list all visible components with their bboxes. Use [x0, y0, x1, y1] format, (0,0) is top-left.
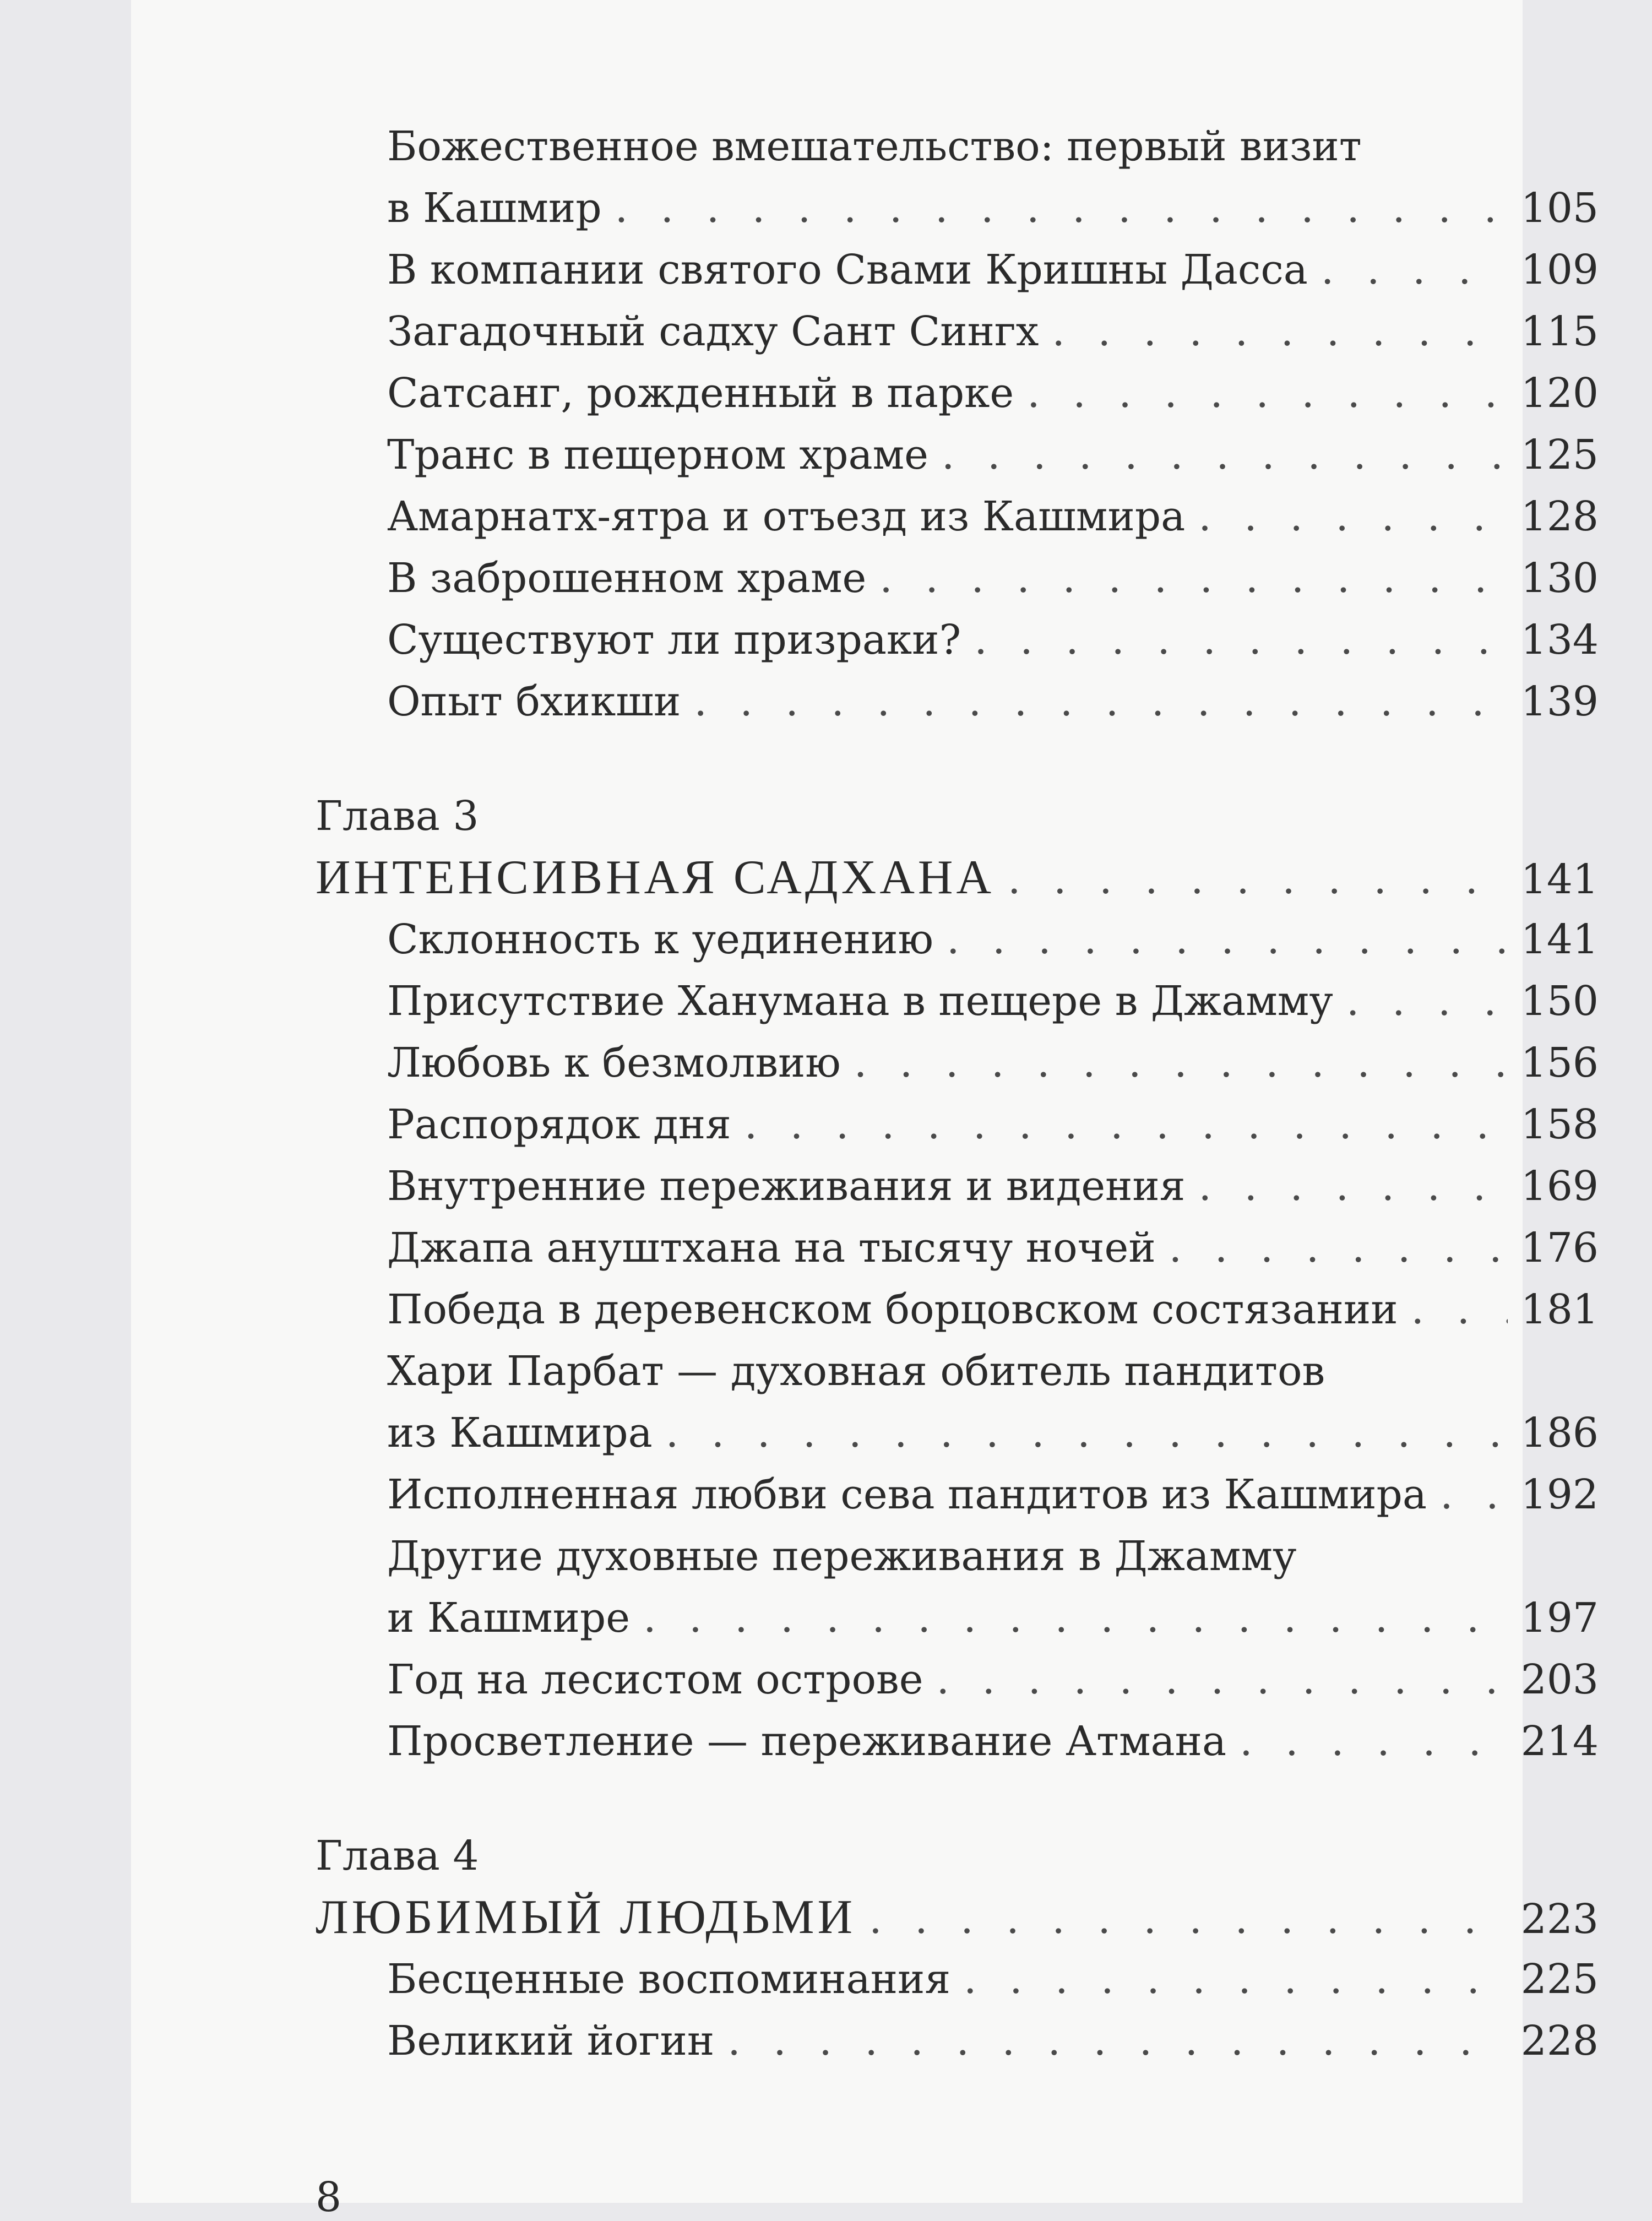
toc-entry-title: Просветление — переживание Атмана: [387, 1718, 1227, 1765]
toc-entry[interactable]: [316, 362, 1599, 424]
toc-chapter-entry[interactable]: [316, 847, 1599, 909]
toc-entry-page: 181: [1520, 1286, 1599, 1333]
toc-entry[interactable]: [316, 1032, 1599, 1094]
toc-entry[interactable]: [316, 1649, 1599, 1710]
toc-entry-title: Победа в деревенском борцовском состязании: [387, 1286, 1398, 1333]
leader-dots: [854, 1032, 1508, 1094]
toc-entry[interactable]: [316, 424, 1599, 486]
toc-entry[interactable]: [316, 1464, 1599, 1525]
toc-entry[interactable]: [316, 1710, 1599, 1772]
toc-entry-page: 130: [1520, 555, 1599, 602]
toc-entry[interactable]: [316, 177, 1599, 239]
leader-dots: [964, 1948, 1508, 2010]
toc-entry-title: Любовь к безмолвию: [387, 1039, 841, 1087]
leader-dots: [727, 2010, 1508, 2072]
toc-entry-title: Опыт бхикши: [387, 678, 681, 725]
toc-entry-title: В компании святого Свами Кришны Дасса: [387, 246, 1308, 294]
toc-entry[interactable]: [316, 671, 1599, 732]
toc-entry-page: 141: [1520, 916, 1599, 963]
toc-entry[interactable]: [316, 1948, 1599, 2010]
leader-dots: [643, 1587, 1508, 1649]
toc-entry[interactable]: [316, 1155, 1599, 1217]
leader-dots: [1440, 1464, 1508, 1525]
leader-dots: [694, 671, 1507, 732]
page-number: 8: [316, 2174, 342, 2221]
toc-entry[interactable]: [316, 547, 1599, 609]
toc-entry[interactable]: [316, 2010, 1599, 2072]
toc-entry-title: Склонность к уединению: [387, 916, 933, 963]
leader-dots: [974, 609, 1508, 671]
toc-entry-title: Транс в пещерном храме: [387, 431, 928, 479]
toc-entry-title: Загадочный садху Сант Сингх: [387, 308, 1039, 355]
toc-entry[interactable]: [316, 1587, 1599, 1649]
toc-entry-page: 225: [1520, 1956, 1599, 2003]
toc-entry-page: 128: [1520, 493, 1599, 540]
toc-entry-line: Божественное вмешательство: первый визит: [387, 123, 1362, 170]
toc-entry-line: Хари Парбат — духовная обитель пандитов: [387, 1348, 1325, 1395]
toc-entry-page: 186: [1520, 1409, 1599, 1457]
toc-entry-page: 139: [1520, 678, 1599, 725]
toc-entry-page: 197: [1520, 1594, 1599, 1642]
toc-entry-page: 228: [1520, 2017, 1599, 2065]
toc-entry[interactable]: [316, 486, 1599, 547]
leader-dots: [1240, 1710, 1508, 1772]
leader-dots: [1008, 849, 1508, 910]
toc-entry-title: из Кашмира: [387, 1409, 653, 1457]
toc-entry-title: и Кашмире: [387, 1594, 631, 1642]
table-of-contents: [316, 116, 1599, 2072]
toc-entry-title: Распорядок дня: [387, 1101, 731, 1148]
chapter-page: 223: [1520, 1896, 1599, 1943]
chapter-page: 141: [1520, 856, 1599, 903]
toc-entry-page: 169: [1520, 1163, 1599, 1210]
toc-entry[interactable]: [316, 1217, 1599, 1279]
toc-entry-title: Джапа ануштхана на тысячу ночей: [387, 1224, 1156, 1272]
toc-entry-page: 192: [1520, 1471, 1599, 1518]
chapter-label: Глава 3: [316, 792, 479, 840]
toc-entry[interactable]: [316, 609, 1599, 671]
toc-entry-line: Другие духовные переживания в Джамму: [387, 1533, 1297, 1580]
book-page: [131, 0, 1599, 2221]
toc-entry[interactable]: [316, 909, 1599, 970]
chapter-title: ИНТЕНСИВНАЯ САДХАНА: [316, 851, 995, 904]
toc-entry-page: 125: [1520, 431, 1599, 479]
toc-entry-page: 176: [1520, 1224, 1599, 1272]
leader-dots: [942, 424, 1508, 486]
leader-dots: [947, 909, 1508, 970]
toc-entry-title: Внутренние переживания и видения: [387, 1163, 1186, 1210]
leader-dots: [745, 1094, 1508, 1155]
chapter-label: Глава 4: [316, 1832, 479, 1880]
toc-entry-page: 156: [1520, 1039, 1599, 1087]
leader-dots: [1052, 301, 1507, 362]
toc-entry[interactable]: [316, 1094, 1599, 1155]
leader-dots: [1198, 486, 1507, 547]
toc-entry[interactable]: [316, 239, 1599, 301]
toc-entry-title: Сатсанг, рожденный в парке: [387, 370, 1014, 417]
toc-entry-page: 214: [1520, 1718, 1599, 1765]
toc-entry-page: 158: [1520, 1101, 1599, 1148]
toc-entry-title: Год на лесистом острове: [387, 1656, 923, 1703]
toc-entry-title: Великий йогин: [387, 2017, 715, 2065]
leader-dots: [1027, 362, 1508, 424]
toc-entry-title: Существуют ли призраки?: [387, 616, 961, 664]
chapter-title: ЛЮБИМЫЙ ЛЮДЬМИ: [316, 1891, 856, 1944]
leader-dots: [937, 1649, 1508, 1710]
leader-dots: [1321, 239, 1508, 301]
toc-entry-page: 134: [1520, 616, 1599, 664]
toc-entry-page: 109: [1520, 246, 1599, 294]
toc-entry-title: В заброшенном храме: [387, 555, 867, 602]
toc-entry-title: Присутствие Ханумана в пещере в Джамму: [387, 978, 1333, 1025]
toc-entry[interactable]: [316, 970, 1599, 1032]
toc-entry[interactable]: [316, 301, 1599, 362]
toc-entry-page: 115: [1520, 308, 1599, 355]
toc-entry-title: Бесценные воспоминания: [387, 1956, 951, 2003]
leader-dots: [615, 177, 1508, 239]
toc-entry-title: в Кашмир: [387, 184, 602, 232]
toc-chapter-entry[interactable]: [316, 1887, 1599, 1948]
leader-dots: [1198, 1155, 1507, 1217]
leader-dots: [1346, 970, 1508, 1032]
toc-entry[interactable]: [316, 1402, 1599, 1464]
toc-entry-page: 105: [1520, 184, 1599, 232]
toc-entry-page: 203: [1520, 1656, 1599, 1703]
leader-dots: [1411, 1279, 1508, 1340]
leader-dots: [879, 547, 1507, 609]
toc-entry-title: Амарнатх-ятра и отъезд из Кашмира: [387, 493, 1186, 540]
toc-entry-page: 150: [1520, 978, 1599, 1025]
leader-dots: [869, 1888, 1508, 1950]
leader-dots: [666, 1402, 1508, 1464]
toc-entry[interactable]: [316, 1279, 1599, 1340]
toc-entry-title: Исполненная любви сева пандитов из Кашмира: [387, 1471, 1427, 1518]
toc-entry-page: 120: [1520, 370, 1599, 417]
leader-dots: [1169, 1217, 1508, 1279]
